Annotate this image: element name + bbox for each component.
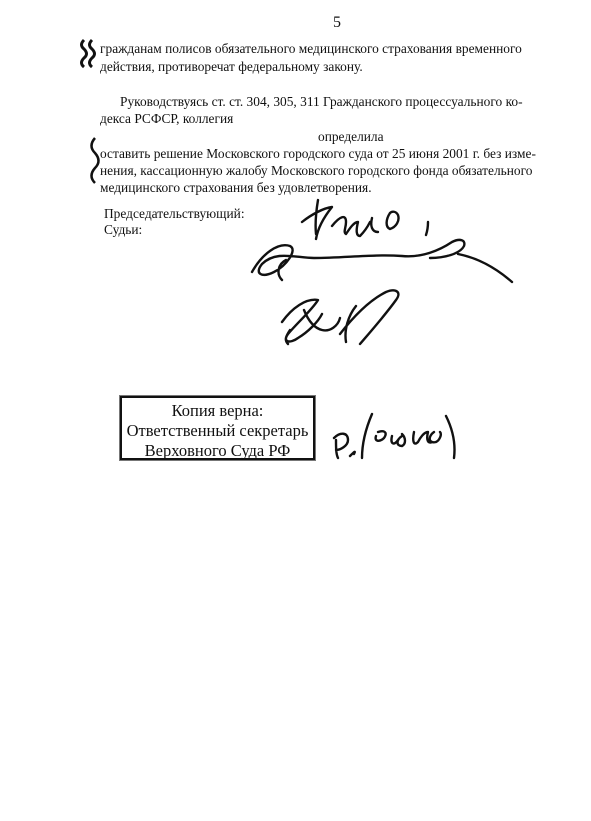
paragraph-1-line-2: действия, противоречат федеральному закону. — [100, 59, 363, 74]
presiding-judge-label: Председательствующий: — [104, 206, 245, 221]
stamp-line-2: Ответственный секретарь — [126, 421, 309, 440]
judge-signature-1 — [252, 240, 512, 282]
secretary-signature — [334, 414, 455, 458]
judge-signature-2 — [282, 290, 398, 344]
presiding-signature — [302, 200, 428, 239]
stamp-line-1: Копия верна: — [171, 401, 264, 420]
paragraph-3-line-1: оставить решение Московского городского суда от 25 июня 2001 г. без изме- — [100, 146, 536, 161]
certified-copy-stamp — [120, 396, 315, 460]
page-number: 5 — [333, 14, 341, 31]
paragraph-2-line-2: декса РСФСР, коллегия — [100, 111, 234, 126]
stamp-line-3: Верховного Суда РФ — [144, 441, 291, 460]
judges-label: Судьи: — [104, 222, 143, 237]
paragraph-1-line-1: гражданам полисов обязательного медицинского страхования временного — [100, 41, 522, 56]
paragraph-2-line-1: Руководствуясь ст. ст. 304, 305, 311 Гражданского процессуального ко- — [120, 94, 523, 109]
decision-heading: определила — [318, 129, 384, 144]
paragraph-3-line-2: нения, кассационную жалобу Московского городского фонда обязательного — [100, 163, 533, 178]
paragraph-3-line-3: медицинского страхования без удовлетворения. — [100, 180, 372, 195]
